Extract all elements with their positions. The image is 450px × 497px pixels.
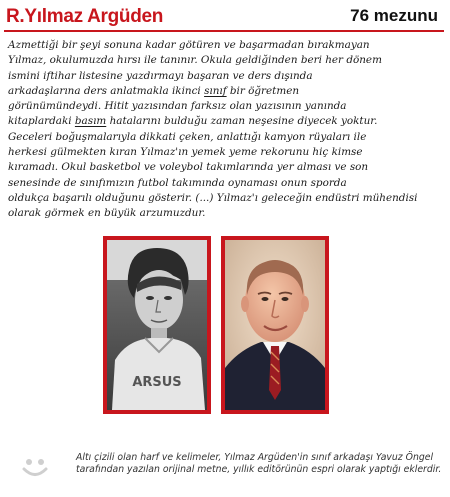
article-text-segment: arkadaşlarına ders anlatmakla ikinci [8, 84, 205, 97]
portrait-photo-image [225, 240, 325, 410]
article-text-segment: Geceleri boğuşmalarıyla dikkati çeken, anlattığı kamyon rüyaları ile [8, 130, 367, 143]
shirt-text: ARSUS [132, 375, 182, 390]
page-header [0, 4, 450, 32]
student-photo [103, 236, 211, 414]
article-text-segment: olarak görmek en büyük arzumuzdur. [8, 207, 206, 220]
student-photo-image [107, 240, 207, 410]
article-text-segment: senesinde de sınıfımızın futbol takımında oynaması onun sporda [8, 176, 347, 189]
article-line [8, 206, 442, 221]
article-text-segment: bir öğretmen [226, 84, 300, 97]
article-line [8, 69, 442, 84]
article-line [8, 38, 442, 53]
article-line [8, 191, 442, 206]
article-text-segment: kıramadı. Okul basketbol ve voleybol takımlarında yer alması ve son [8, 161, 369, 174]
article-line [8, 176, 442, 191]
article-text [8, 38, 442, 222]
underlined-word: basım [74, 115, 107, 128]
article-line [8, 84, 442, 99]
article-text-segment: Azmettiği bir şeyi sonuna kadar götüren ve başarmadan bırakmayan [8, 39, 370, 51]
article-text-segment: görünümündeydi. Hitit yazısından farksız olan yazısının yanında [8, 100, 347, 113]
person-name: R.Yılmaz Argüden [6, 6, 164, 27]
portrait-photo [221, 236, 329, 414]
header-rule [4, 30, 444, 32]
article-text-segment: kitaplardaki [8, 115, 75, 128]
article-line [8, 145, 442, 160]
article-line [8, 130, 442, 145]
article-line [8, 53, 442, 68]
article-text-segment: hatalarını bulduğu zaman neşesine diyecek yoktur. [106, 115, 378, 128]
graduation-year: 76 mezunu [350, 6, 438, 25]
article-text-segment: ismini iftihar listesine yazdırmayı başaran ve ders dışında [8, 69, 313, 82]
article-line [8, 114, 442, 129]
underlined-word: sınıf [204, 84, 227, 97]
article-line [8, 99, 442, 114]
footnote-caption: Altı çizili olan harf ve kelimeler, Yılmaz Argüden'in sınıf arkadaşı Yavuz Öngel tarafından yazılan orijinal metne, yıllık editörünün espri olarak yaptığı eklerdir. [76, 452, 442, 476]
article-text-segment: herkesi gülmekten kıran Yılmaz'ın yemek yeme rekorunu hiç kimse [8, 146, 363, 159]
article-text-segment: oldukça başarılı olduğunu gösterir. (...) Yılmaz'ı geleceğin endüstri mühendisi [8, 191, 418, 204]
smiley-icon [20, 454, 50, 480]
article-text-segment: Yılmaz, okulumuzda hırsı ile tanınır. Okula geldiğinden beri her dönem [8, 54, 382, 67]
article-line [8, 160, 442, 175]
